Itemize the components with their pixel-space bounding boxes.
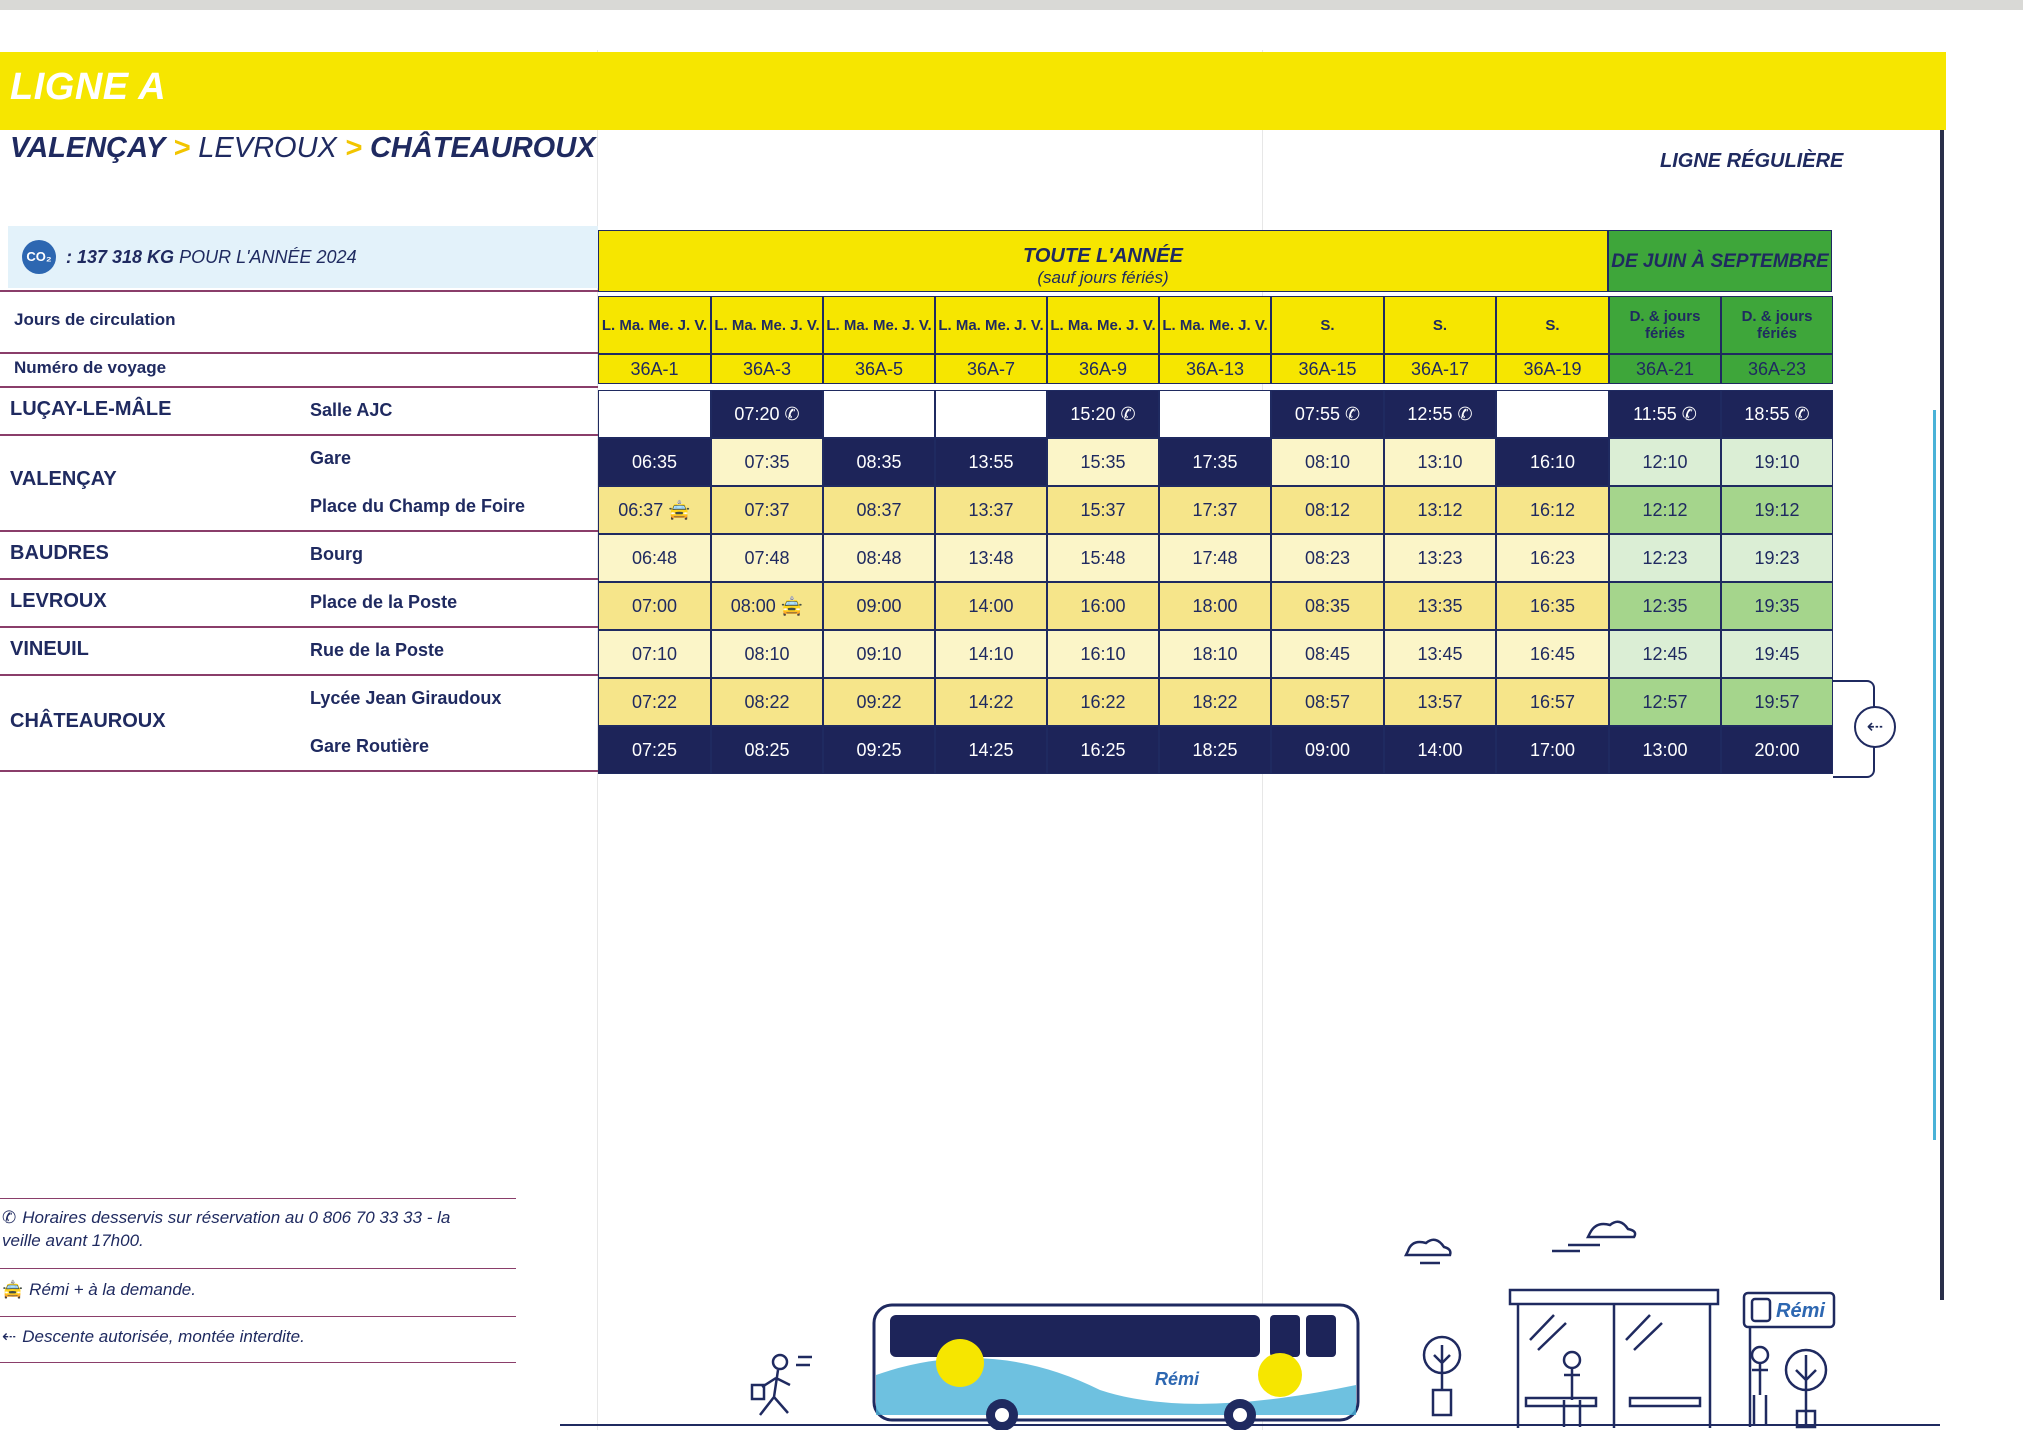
time-cell: 07:22 [598, 678, 711, 726]
time-cell: 17:48 [1159, 534, 1271, 582]
trip-row-label: Numéro de voyage [14, 358, 167, 377]
time-cell: 18:00 [1159, 582, 1271, 630]
time-cell: 13:12 [1384, 486, 1496, 534]
trip-number-cell: 36A-7 [935, 354, 1047, 384]
time-cell: 12:10 [1609, 438, 1721, 486]
time-cell: 09:25 [823, 726, 935, 774]
time-cell: 07:00 [598, 582, 711, 630]
legend-text: Rémi + à la demande. [29, 1280, 196, 1299]
time-cell: 06:37 🚖 [598, 486, 711, 534]
time-cell: 09:00 [1271, 726, 1384, 774]
stop-name: Gare [310, 448, 352, 468]
legend-item [2, 1278, 482, 1301]
service-days-cell: L. Ma. Me. J. V. [598, 296, 711, 354]
time-cell: 12:35 [1609, 582, 1721, 630]
time-cell: 07:25 [598, 726, 711, 774]
legend-rule [0, 1362, 516, 1363]
time-cell: 12:57 [1609, 678, 1721, 726]
stop-name: Place du Champ de Foire [310, 496, 526, 516]
time-cell: 16:57 [1496, 678, 1609, 726]
legend-item [2, 1206, 482, 1252]
service-days-cell: L. Ma. Me. J. V. [823, 296, 935, 354]
time-cell: 07:37 [711, 486, 823, 534]
time-cell [935, 390, 1047, 438]
service-days-cell: L. Ma. Me. J. V. [935, 296, 1047, 354]
time-cell: 14:00 [1384, 726, 1496, 774]
time-cell: 07:48 [711, 534, 823, 582]
row-divider [0, 578, 598, 580]
time-cell: 12:12 [1609, 486, 1721, 534]
period-summer: DE JUIN À SEPTEMBRE [1608, 230, 1832, 292]
time-cell [1496, 390, 1609, 438]
descent-icon: ⇠ [2, 1327, 17, 1346]
row-divider [0, 674, 598, 676]
stop-name: Bourg [310, 544, 363, 564]
time-cell: 07:35 [711, 438, 823, 486]
line-title: LIGNE A [10, 66, 167, 108]
town-name: BAUDRES [10, 542, 109, 564]
time-cell: 08:10 [1271, 438, 1384, 486]
trip-number-cell: 36A-1 [598, 354, 711, 384]
period-all-year-title: TOUTE L'ANNÉE [1023, 245, 1183, 267]
bus-shelter-icon [1510, 1290, 1718, 1428]
legend-text: Descente autorisée, montée interdite. [22, 1327, 305, 1346]
time-cell: 07:55 ✆ [1271, 390, 1384, 438]
stop-name: Lycée Jean Giraudoux [310, 688, 502, 708]
time-cell: 14:22 [935, 678, 1047, 726]
title-band [0, 52, 1946, 130]
time-cell: 11:55 ✆ [1609, 390, 1721, 438]
route-separator: > [173, 132, 191, 164]
time-cell: 12:23 [1609, 534, 1721, 582]
time-cell: 08:12 [1271, 486, 1384, 534]
legend-text: Horaires desservis sur réservation au 0 806 70 33 33 - la veille avant 17h00. [2, 1208, 451, 1250]
route-separator: > [344, 132, 362, 164]
time-cell: 08:57 [1271, 678, 1384, 726]
trip-number-cell: 36A-3 [711, 354, 823, 384]
time-cell: 08:25 [711, 726, 823, 774]
row-divider [0, 530, 598, 532]
time-cell: 12:55 ✆ [1384, 390, 1496, 438]
legend-rule [0, 1268, 516, 1269]
days-row-label: Jours de circulation [14, 310, 176, 329]
route-title [10, 132, 596, 165]
time-cell: 19:23 [1721, 534, 1833, 582]
time-cell: 16:25 [1047, 726, 1159, 774]
time-cell: 13:45 [1384, 630, 1496, 678]
service-days-cell: S. [1271, 296, 1384, 354]
service-days-cell: S. [1496, 296, 1609, 354]
route-origin: VALENÇAY [10, 132, 166, 164]
service-days-cell: L. Ma. Me. J. V. [1159, 296, 1271, 354]
time-cell: 13:10 [1384, 438, 1496, 486]
route-destination: CHÂTEAUROUX [369, 132, 596, 164]
time-cell: 20:00 [1721, 726, 1833, 774]
running-person-icon [752, 1355, 812, 1415]
time-cell: 07:20 ✆ [711, 390, 823, 438]
row-divider [0, 626, 598, 628]
time-cell: 16:22 [1047, 678, 1159, 726]
time-cell: 06:35 [598, 438, 711, 486]
time-cell [598, 390, 711, 438]
time-cell: 18:55 ✆ [1721, 390, 1833, 438]
taxi-icon: 🚖 [2, 1280, 24, 1299]
time-cell: 16:10 [1496, 438, 1609, 486]
time-cell: 13:23 [1384, 534, 1496, 582]
time-cell: 16:35 [1496, 582, 1609, 630]
town-name: VINEUIL [10, 638, 89, 660]
page-edge-accent [1933, 410, 1936, 1140]
time-cell: 14:25 [935, 726, 1047, 774]
time-cell: 08:10 [711, 630, 823, 678]
time-cell: 13:35 [1384, 582, 1496, 630]
time-cell: 08:00 🚖 [711, 582, 823, 630]
time-cell: 15:48 [1047, 534, 1159, 582]
time-cell: 09:22 [823, 678, 935, 726]
co2-text [66, 247, 357, 268]
time-cell: 19:45 [1721, 630, 1833, 678]
time-cell: 14:00 [935, 582, 1047, 630]
route-via: LEVROUX [198, 132, 337, 164]
time-cell [1159, 390, 1271, 438]
bus-brand-logo: Rémi [1155, 1369, 1200, 1389]
time-cell: 14:10 [935, 630, 1047, 678]
co2-icon: CO₂ [22, 240, 56, 274]
service-days-cell: L. Ma. Me. J. V. [1047, 296, 1159, 354]
time-cell: 08:35 [823, 438, 935, 486]
time-cell: 08:45 [1271, 630, 1384, 678]
service-days-cell: D. & jours fériés [1721, 296, 1833, 354]
period-all-year [598, 230, 1608, 292]
service-days-cell: L. Ma. Me. J. V. [711, 296, 823, 354]
town-name: LEVROUX [10, 590, 107, 612]
time-cell: 13:37 [935, 486, 1047, 534]
time-cell: 15:20 ✆ [1047, 390, 1159, 438]
time-cell: 12:45 [1609, 630, 1721, 678]
ground-line [560, 1424, 1940, 1426]
time-cell: 17:37 [1159, 486, 1271, 534]
descent-only-icon: ⇠ [1854, 706, 1896, 748]
stop-name: Gare Routière [310, 736, 430, 756]
time-cell: 09:10 [823, 630, 935, 678]
time-cell: 15:35 [1047, 438, 1159, 486]
time-cell: 08:23 [1271, 534, 1384, 582]
time-cell: 19:35 [1721, 582, 1833, 630]
page-edge-rule [1940, 130, 1944, 1300]
row-divider [0, 386, 598, 388]
town-name: VALENÇAY [10, 468, 117, 490]
legend-rule [0, 1198, 516, 1199]
stop-name: Salle AJC [310, 400, 393, 420]
co2-suffix: POUR L'ANNÉE 2024 [174, 247, 357, 267]
stop-name: Place de la Poste [310, 592, 458, 612]
time-cell: 19:10 [1721, 438, 1833, 486]
trip-number-cell: 36A-5 [823, 354, 935, 384]
scan-edge [0, 0, 2023, 10]
period-all-year-note: (sauf jours fériés) [1037, 268, 1169, 287]
time-cell: 07:10 [598, 630, 711, 678]
trip-number-cell: 36A-9 [1047, 354, 1159, 384]
cloud-icon [1406, 1222, 1635, 1263]
time-cell: 17:35 [1159, 438, 1271, 486]
time-cell: 08:22 [711, 678, 823, 726]
time-cell: 13:00 [1609, 726, 1721, 774]
time-cell [823, 390, 935, 438]
legend-item [2, 1325, 482, 1348]
time-cell: 16:45 [1496, 630, 1609, 678]
time-cell: 18:22 [1159, 678, 1271, 726]
row-divider [0, 434, 598, 436]
tree-icon [1424, 1337, 1460, 1415]
time-cell: 19:12 [1721, 486, 1833, 534]
stop-name: Rue de la Poste [310, 640, 445, 660]
time-cell: 17:00 [1496, 726, 1609, 774]
phone-icon: ✆ [2, 1208, 17, 1227]
town-name: LUÇAY-LE-MÂLE [10, 398, 172, 420]
trip-number-cell: 36A-15 [1271, 354, 1384, 384]
time-cell: 18:10 [1159, 630, 1271, 678]
service-days-cell: S. [1384, 296, 1496, 354]
time-cell: 08:37 [823, 486, 935, 534]
time-cell: 08:48 [823, 534, 935, 582]
time-cell: 15:37 [1047, 486, 1159, 534]
time-cell: 13:57 [1384, 678, 1496, 726]
trip-number-cell: 36A-21 [1609, 354, 1721, 384]
line-type-label: LIGNE RÉGULIÈRE [1660, 150, 1844, 172]
time-cell: 16:10 [1047, 630, 1159, 678]
time-cell: 16:00 [1047, 582, 1159, 630]
time-cell: 13:48 [935, 534, 1047, 582]
service-days-cell: D. & jours fériés [1609, 296, 1721, 354]
row-divider [0, 352, 598, 354]
trip-number-cell: 36A-17 [1384, 354, 1496, 384]
time-cell: 18:25 [1159, 726, 1271, 774]
co2-banner [8, 226, 598, 288]
time-cell: 09:00 [823, 582, 935, 630]
trip-number-cell: 36A-23 [1721, 354, 1833, 384]
time-cell: 19:57 [1721, 678, 1833, 726]
stop-sign-brand: Rémi [1776, 1300, 1825, 1322]
co2-amount: : 137 318 KG [66, 247, 175, 267]
row-divider [0, 290, 598, 292]
time-cell: 08:35 [1271, 582, 1384, 630]
town-name: CHÂTEAUROUX [10, 710, 166, 732]
time-cell: 16:23 [1496, 534, 1609, 582]
bus-stop-illustration [740, 1215, 1900, 1430]
time-cell: 06:48 [598, 534, 711, 582]
time-cell: 16:12 [1496, 486, 1609, 534]
trip-number-cell: 36A-13 [1159, 354, 1271, 384]
row-divider [0, 770, 598, 772]
trip-number-cell: 36A-19 [1496, 354, 1609, 384]
legend-rule [0, 1316, 516, 1317]
time-cell: 13:55 [935, 438, 1047, 486]
bus-icon [874, 1305, 1358, 1430]
